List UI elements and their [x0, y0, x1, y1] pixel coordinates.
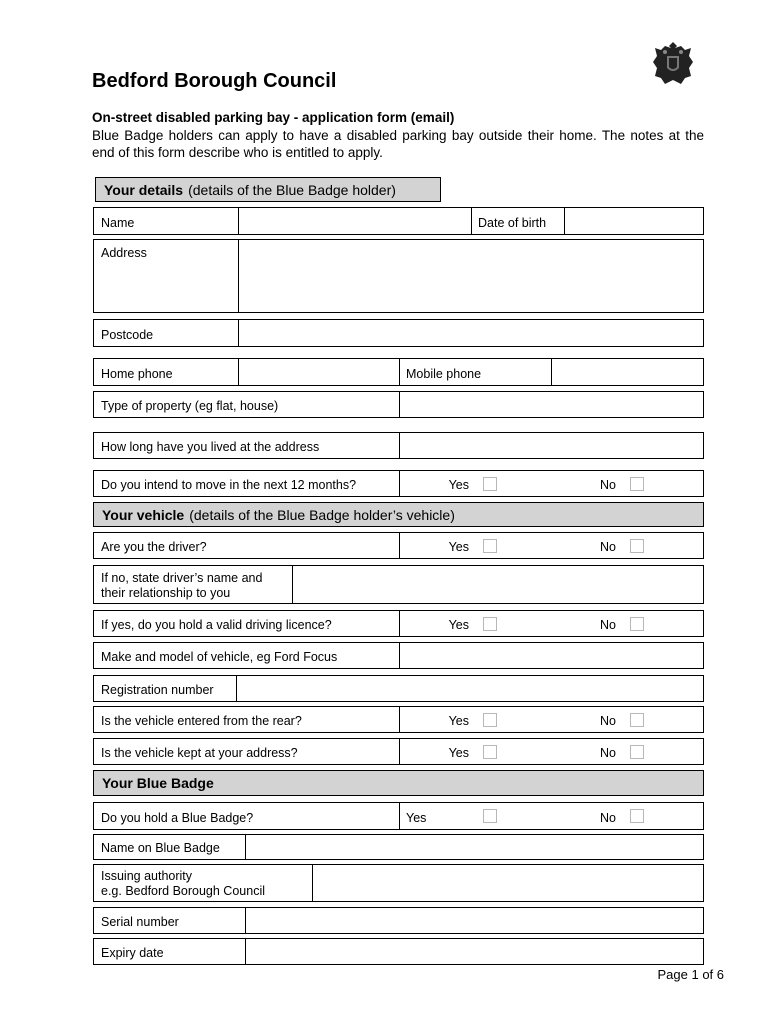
property-label: Type of property (eg flat, house): [94, 392, 400, 417]
name-on-badge-label: Name on Blue Badge: [94, 835, 246, 859]
issuing-line-1: Issuing authority: [101, 869, 193, 883]
home-phone-label: Home phone: [94, 359, 239, 385]
yes-label: Yes: [448, 540, 469, 554]
issuing-line-2: e.g. Bedford Borough Council: [101, 884, 265, 898]
driver-yes-checkbox[interactable]: [483, 539, 497, 553]
phone-row: [93, 358, 704, 386]
no-label: No: [600, 540, 616, 554]
expiry-row: [93, 938, 704, 965]
driver-name-line-1: If no, state driver’s name and: [101, 571, 263, 585]
rear-question: Is the vehicle entered from the rear?: [94, 707, 400, 732]
move-row: [93, 470, 704, 497]
property-field[interactable]: [400, 392, 703, 417]
home-phone-field[interactable]: [239, 359, 400, 385]
badge-yes-checkbox[interactable]: [483, 809, 497, 823]
make-model-label: Make and model of vehicle, eg Ford Focus: [94, 643, 400, 668]
expiry-label: Expiry date: [94, 939, 246, 964]
badge-no-checkbox[interactable]: [630, 809, 644, 823]
rear-row: [93, 706, 704, 733]
driver-name-row: [93, 565, 704, 604]
rear-yes-checkbox[interactable]: [483, 713, 497, 727]
licence-no-checkbox[interactable]: [630, 617, 644, 631]
hold-badge-row: [93, 802, 704, 830]
how-long-field[interactable]: [400, 433, 703, 458]
hold-badge-question: Do you hold a Blue Badge?: [94, 803, 400, 829]
section-heading: Your details: [104, 181, 184, 198]
licence-row: [93, 610, 704, 637]
no-label: No: [600, 811, 616, 825]
issuing-field[interactable]: [313, 865, 703, 901]
property-row: [93, 391, 704, 418]
driver-no-checkbox[interactable]: [630, 539, 644, 553]
how-long-row: [93, 432, 704, 459]
address-field[interactable]: [239, 240, 703, 312]
yes-label: Yes: [448, 478, 469, 492]
issuing-label: [94, 865, 313, 901]
no-label: No: [600, 478, 616, 492]
intro-text: Blue Badge holders can apply to have a disabled parking bay outside their home. The notes at the end of this form describe who is entitled to apply.: [92, 128, 704, 160]
kept-question: Is the vehicle kept at your address?: [94, 739, 400, 764]
section-note: (details of the Blue Badge holder): [188, 181, 396, 198]
yes-label: Yes: [448, 714, 469, 728]
driver-row: [93, 532, 704, 559]
dob-field[interactable]: [565, 208, 703, 234]
section-your-details: [95, 177, 441, 202]
move-no-checkbox[interactable]: [630, 477, 644, 491]
section-heading: Your Blue Badge: [102, 775, 214, 791]
address-label: Address: [94, 240, 239, 312]
driver-name-label: [94, 566, 293, 603]
form-title: On-street disabled parking bay - application form (email): [92, 110, 455, 125]
expiry-field[interactable]: [246, 939, 703, 964]
issuing-row: [93, 864, 704, 902]
driver-question: Are you the driver?: [94, 533, 400, 558]
driver-name-field[interactable]: [293, 566, 703, 603]
kept-yes-checkbox[interactable]: [483, 745, 497, 759]
address-row: [93, 239, 704, 313]
make-model-field[interactable]: [400, 643, 703, 668]
serial-row: [93, 907, 704, 934]
serial-field[interactable]: [246, 908, 703, 933]
yes-label: Yes: [448, 618, 469, 632]
council-crest-logo: [651, 40, 695, 86]
name-row: [93, 207, 704, 235]
postcode-row: [93, 319, 704, 347]
registration-field[interactable]: [237, 676, 703, 701]
section-blue-badge: [93, 770, 704, 796]
how-long-label: How long have you lived at the address: [94, 433, 400, 458]
page-number: Page 1 of 6: [657, 967, 724, 982]
council-name: Bedford Borough Council: [92, 70, 337, 92]
name-field[interactable]: [239, 208, 472, 234]
no-label: No: [600, 714, 616, 728]
licence-question: If yes, do you hold a valid driving licence?: [94, 611, 400, 636]
section-heading: Your vehicle: [102, 506, 185, 523]
section-your-vehicle: [93, 502, 704, 527]
postcode-label: Postcode: [94, 320, 239, 346]
mobile-phone-field[interactable]: [552, 359, 703, 385]
licence-yes-checkbox[interactable]: [483, 617, 497, 631]
dob-label: Date of birth: [472, 208, 565, 234]
move-question: Do you intend to move in the next 12 months?: [94, 471, 400, 496]
name-on-badge-row: [93, 834, 704, 860]
name-on-badge-field[interactable]: [246, 835, 703, 859]
registration-label: Registration number: [94, 676, 237, 701]
section-note: (details of the Blue Badge holder’s vehicle): [189, 506, 455, 523]
mobile-phone-label: Mobile phone: [400, 359, 552, 385]
yes-label: Yes: [448, 746, 469, 760]
no-label: No: [600, 746, 616, 760]
no-label: No: [600, 618, 616, 632]
move-yes-checkbox[interactable]: [483, 477, 497, 491]
rear-no-checkbox[interactable]: [630, 713, 644, 727]
yes-label: Yes: [406, 811, 427, 825]
driver-name-line-2: their relationship to you: [101, 586, 231, 600]
registration-row: [93, 675, 704, 702]
kept-no-checkbox[interactable]: [630, 745, 644, 759]
postcode-field[interactable]: [239, 320, 703, 346]
kept-row: [93, 738, 704, 765]
serial-label: Serial number: [94, 908, 246, 933]
make-model-row: [93, 642, 704, 669]
name-label: Name: [94, 208, 239, 234]
